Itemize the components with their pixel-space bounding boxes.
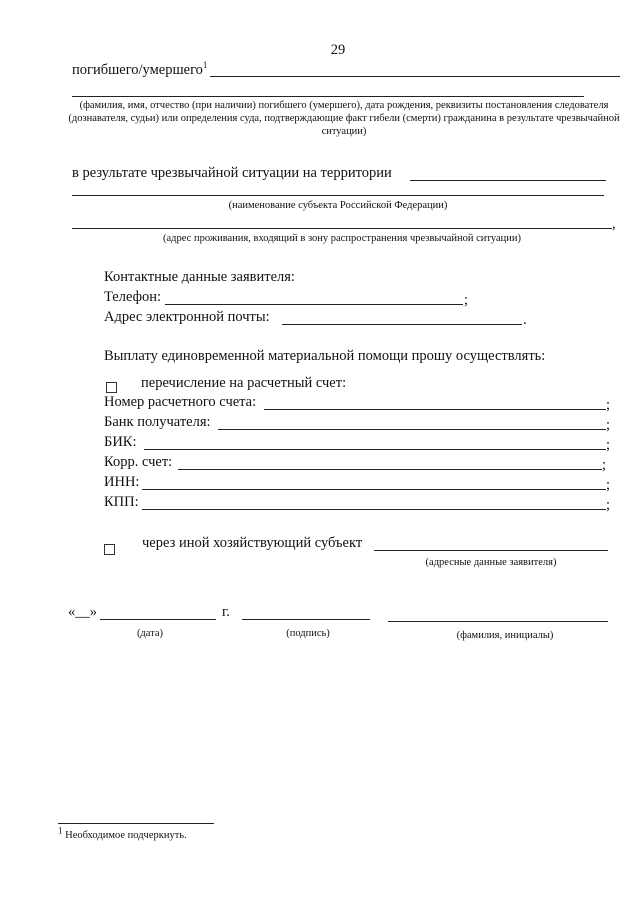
- deceased-label: погибшего/умершего$^1$: [72, 60, 208, 78]
- kpp-field[interactable]: [142, 509, 606, 510]
- account-number-end: ;: [606, 397, 611, 413]
- kpp-end: ;: [606, 497, 611, 513]
- footnote: [58, 825, 187, 842]
- corr-account-label: Корр. счет:: [104, 454, 173, 470]
- footnote-mark: 1: [202, 60, 208, 71]
- deceased-field[interactable]: [210, 76, 620, 77]
- address-field[interactable]: [72, 228, 612, 229]
- kpp-label: КПП:: [104, 494, 139, 510]
- bank-field[interactable]: [218, 429, 606, 430]
- territory-label: в результате чрезвычайной ситуации на территории: [72, 165, 392, 181]
- year-suffix: г.: [222, 604, 230, 620]
- bik-end: ;: [606, 437, 611, 453]
- date-note: (дата): [136, 628, 164, 639]
- option-other-label: через иной хозяйствующий субъект: [142, 535, 363, 551]
- other-entity-field[interactable]: [374, 550, 608, 551]
- bik-label: БИК:: [104, 434, 137, 450]
- date-prefix: «__»: [68, 604, 97, 620]
- inn-field[interactable]: [142, 489, 606, 490]
- phone-field[interactable]: [165, 304, 463, 305]
- bik-field[interactable]: [144, 449, 606, 450]
- address-note: (адрес проживания, входящий в зону распространения чрезвычайной ситуации): [163, 233, 521, 244]
- date-field[interactable]: [100, 619, 216, 620]
- inn-end: ;: [606, 477, 611, 493]
- corr-account-end: ;: [602, 457, 607, 473]
- footnote-number: 1: [58, 825, 63, 836]
- email-field[interactable]: [282, 324, 522, 325]
- option-account-label: перечисление на расчетный счет:: [141, 375, 347, 391]
- deceased-field-line-2[interactable]: [72, 96, 584, 97]
- option-account-checkbox[interactable]: [106, 382, 117, 393]
- deceased-note: (фамилия, имя, отчество (при наличии) погибшего (умершего), дата рождения, реквизиты постановления следователя (дознавателя, судьи) или определения суда, подтверждающие факт гибели (смерти) гражданина в результате чрезвычайной ситуации): [68, 100, 620, 137]
- corr-account-field[interactable]: [178, 469, 602, 470]
- phone-end: ;: [464, 292, 469, 308]
- name-note: (фамилия, инициалы): [456, 630, 554, 641]
- account-number-field[interactable]: [264, 409, 606, 410]
- footnote-text: Необходимое подчеркнуть.: [65, 830, 187, 841]
- bank-label: Банк получателя:: [104, 414, 211, 430]
- region-field[interactable]: [72, 195, 604, 196]
- signature-field[interactable]: [242, 619, 370, 620]
- name-field[interactable]: [388, 621, 608, 622]
- email-end: .: [523, 312, 527, 328]
- option-other-checkbox[interactable]: [104, 544, 115, 555]
- page-number: 29: [330, 42, 346, 58]
- contacts-title: Контактные данные заявителя:: [104, 269, 295, 285]
- account-number-label: Номер расчетного счета:: [104, 394, 257, 410]
- territory-field[interactable]: [410, 180, 606, 181]
- footnote-separator: [58, 823, 214, 824]
- region-note: (наименование субъекта Российской Федерации): [228, 200, 448, 211]
- bank-end: ;: [606, 417, 611, 433]
- inn-label: ИНН:: [104, 474, 140, 490]
- other-entity-note: (адресные данные заявителя): [425, 557, 557, 568]
- email-label: Адрес электронной почты:: [104, 309, 270, 325]
- address-comma: ,: [612, 216, 616, 232]
- phone-label: Телефон:: [104, 289, 162, 305]
- signature-note: (подпись): [286, 628, 330, 639]
- payment-title: Выплату единовременной материальной помощи прошу осуществлять:: [104, 348, 546, 364]
